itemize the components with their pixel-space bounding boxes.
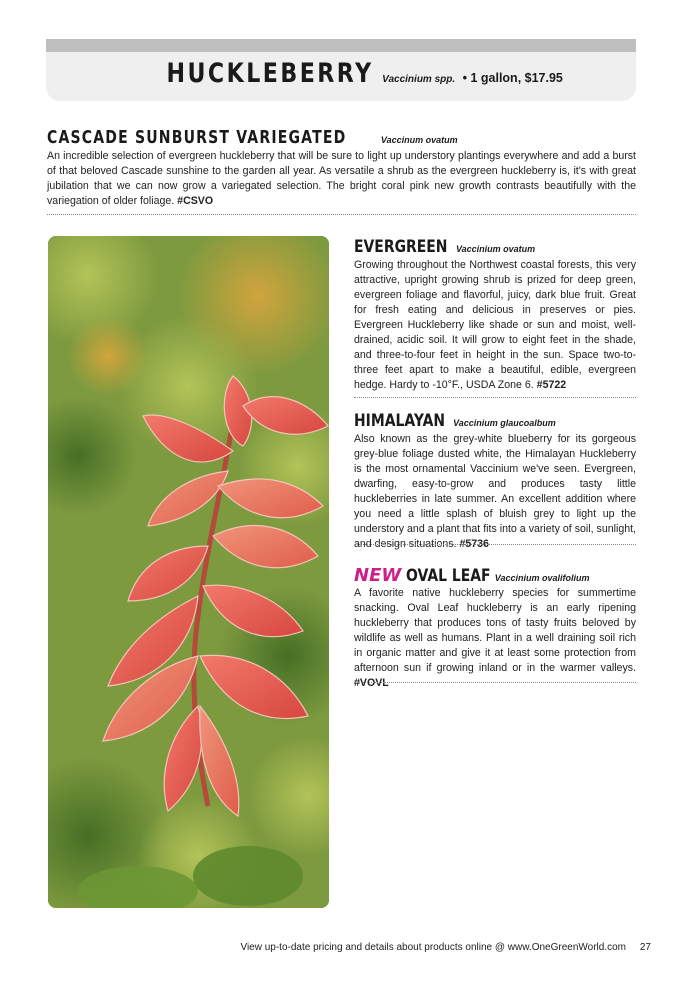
divider <box>47 214 636 215</box>
product-sku: #VOVL <box>354 677 389 689</box>
page-footer <box>0 942 684 958</box>
product-heading <box>47 127 636 147</box>
product-name: OVAL LEAF <box>405 566 491 586</box>
divider <box>354 682 636 683</box>
product-description-text: An incredible selection of evergreen huckleberry that will be sure to light up understory plantings everywhere and add a burst of that beloved Cascade sunshine to the garden all year. As versatile a shrub as the evergreen huckleberry is, it's with great jubilation that we can now grow a variegated selection. The bright coral pink new growth contrasts beautifully with the variegation of older foliage. <box>47 150 636 207</box>
divider <box>354 397 636 398</box>
divider <box>354 544 636 545</box>
huckleberry-photo <box>48 236 329 908</box>
page-title: HUCKLEBERRY <box>166 58 374 89</box>
product-description-text: Also known as the grey-white blueberry for its gorgeous grey-blue foliage dusted white, the Himalayan Huckleberry is the most ornamental Vaccinium we've seen. Evergreen, dwarfing, easy-to-grow and produces tasty little huckleberries in late summer. An excellent addition where you need a little splash of bluish grey to light up the understory and a plant that fits into a variety of soil, sunlight, and design situations. <box>354 433 636 550</box>
page-title-latin: Vaccinium spp. <box>382 74 456 85</box>
product-name: HIMALAYAN <box>354 411 446 431</box>
product-sku: #CSVO <box>177 195 214 207</box>
product-name: CASCADE SUNBURST VARIEGATED <box>47 127 347 148</box>
footer-website-text: View up-to-date pricing and details about products online @ www.OneGreenWorld.com <box>240 942 626 953</box>
page-number: 27 <box>639 942 651 953</box>
product-description <box>354 432 636 552</box>
product-sku: #5736 <box>459 538 489 550</box>
product-heading <box>354 411 636 432</box>
product-evergreen <box>354 237 636 393</box>
product-cascade-sunburst <box>47 127 636 209</box>
product-latin: Vaccinium glaucoalbum <box>453 418 556 428</box>
product-oval-leaf <box>354 565 636 691</box>
product-himalayan <box>354 411 636 552</box>
page-title-price: • 1 gallon, $17.95 <box>462 71 563 85</box>
product-latin: Vaccinum ovatum <box>380 135 458 145</box>
product-description <box>47 149 636 209</box>
product-description-text: A favorite native huckleberry species for summertime snacking. Oval Leaf huckleberry is an early ripening huckleberry that produces tons of tasty fruits beloved by wildlife as well as humans. Plant in a well draining soil rich in organic matter and give it at least some protection from afternoon sun if growing inland or in the warmer valleys. <box>354 587 636 674</box>
product-heading <box>354 237 636 258</box>
variegated-huckleberry-image <box>48 236 329 908</box>
product-heading <box>354 565 636 586</box>
product-name: EVERGREEN <box>354 237 448 257</box>
header-top-bar <box>46 39 636 52</box>
product-description <box>354 258 636 393</box>
product-description <box>354 586 636 691</box>
product-sku: #5722 <box>536 379 567 391</box>
product-latin: Vaccinium ovalifolium <box>494 573 590 583</box>
header-title-line <box>0 58 684 89</box>
product-description-text: Growing throughout the Northwest coastal forests, this very attractive, upright growing shrub is prized for deep green, evergreen foliage and flavorful, juicy, dark blue fruit. Great for fresh eating and delicious in preserves or pies. Evergreen Huckleberry like shade or sun and moist, well-drained, acidic soil. It will grow to eight feet in the shade, and three-to-four feet in height in the sun. Space two-to-three feet apart to make a beautiful, edible, evergreen hedge. Hardy to -10°F., USDA Zone 6. <box>354 259 636 391</box>
new-badge: NEW <box>354 565 402 586</box>
product-latin: Vaccinium ovatum <box>455 244 536 254</box>
